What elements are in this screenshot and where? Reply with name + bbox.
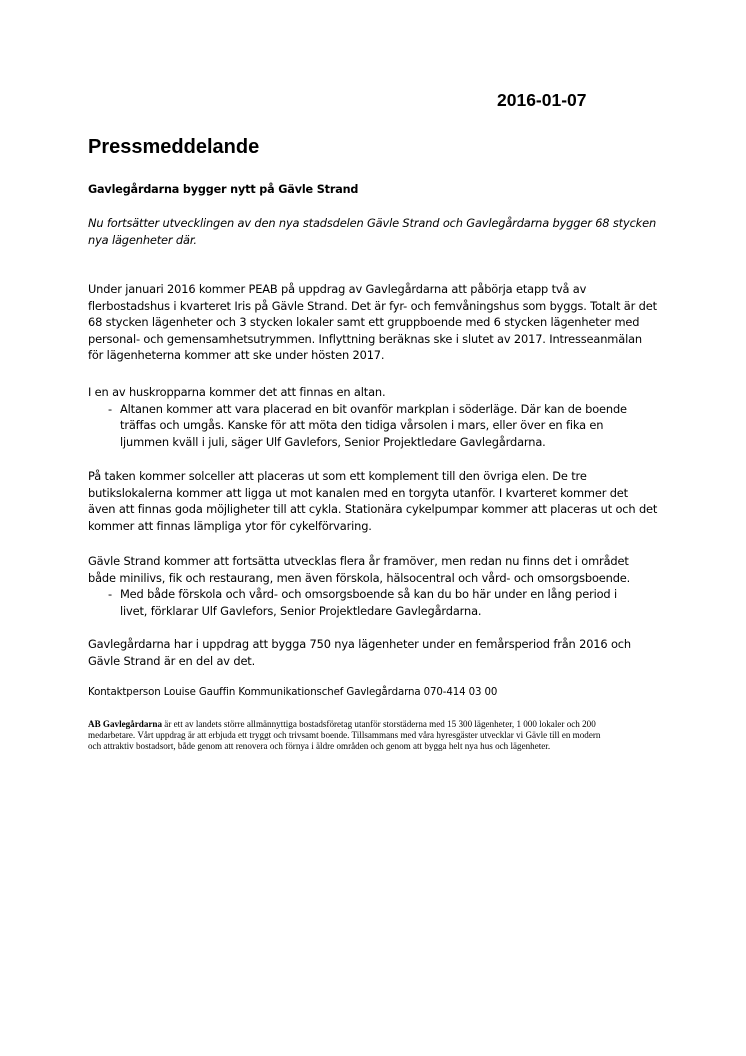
bullet-line: träffas och umgås. Kanske för att möta den tidiga vårsolen i mars, eller över en fika en — [120, 418, 604, 432]
ingress-line: Nu fortsätter utvecklingen av den nya stadsdelen Gävle Strand och Gavlegårdarna bygger 68 stycken — [88, 216, 657, 230]
bullet-dash: - — [108, 401, 112, 416]
quote-bullet — [88, 401, 663, 451]
paragraph-line: Under januari 2016 kommer PEAB på uppdrag av Gavlegårdarna att påbörja etapp två av — [88, 282, 587, 296]
page-title: Pressmeddelande — [88, 136, 260, 158]
paragraph-line: Gävle Strand är en del av det. — [88, 653, 256, 668]
paragraph-project — [88, 281, 663, 364]
paragraph-line: även att finnas goda möjligheter till att cykla. Stationära cykelpumpar kommer att placeras ut och det — [88, 502, 658, 516]
paragraph-line: kommer att finnas lämpliga ytor för cykelförvaring. — [88, 518, 372, 533]
paragraph-solar — [88, 468, 663, 534]
paragraph-altan — [88, 384, 663, 450]
paragraph-line: 68 stycken lägenheter och 3 stycken lokaler samt ett gruppboende med 6 stycken lägenheter med — [88, 315, 640, 329]
paragraph-line: På taken kommer solceller att placeras ut som ett komplement till den övriga elen. De tre — [88, 469, 587, 483]
paragraph-line: för lägenheterna kommer att ske under hösten 2017. — [88, 348, 385, 362]
paragraph-area — [88, 553, 663, 619]
paragraph-mission — [88, 636, 663, 669]
ingress — [88, 215, 663, 248]
bullet-dash: - — [108, 587, 112, 601]
bullet-line: livet, förklarar Ulf Gavlefors, Senior Projektledare Gavlegårdarna. — [120, 603, 482, 618]
release-date: 2016-01-07 — [497, 90, 587, 110]
paragraph-line: både minilivs, fik och restaurang, men även förskola, hälsocentral och vård- och omsorgsboende. — [88, 570, 631, 585]
paragraph-line: Gävle Strand kommer att fortsätta utvecklas flera år framöver, men redan nu finns det i området — [88, 554, 629, 568]
footer-line: och attraktiv bostadsort, både genom att renovera och förnya i äldre områden och genom att bygga helt nya hus och lägenheter. — [88, 741, 551, 751]
paragraph-line: Gavlegårdarna har i uppdrag att bygga 750 nya lägenheter under en femårsperiod från 2016 och — [88, 637, 631, 651]
paragraph-line: I en av huskropparna kommer det att finnas en altan. — [88, 385, 386, 399]
ingress-line: nya lägenheter där. — [88, 232, 197, 247]
paragraph-line: flerbostadshus i kvarteret Iris på Gävle Strand. Det är fyr- och femvåningshus som byggs. Totalt är det — [88, 298, 657, 313]
bullet-line: Med både förskola och vård- och omsorgsboende så kan du bo här under en lång period i — [120, 587, 617, 601]
company-name: AB Gavlegårdarna — [88, 719, 163, 729]
quote-bullet — [88, 586, 663, 619]
paragraph-line: personal- och gemensamhetsutrymmen. Inflyttning beräknas ske i slutet av 2017. Intresseanmälan — [88, 331, 642, 346]
footer-line: medarbetare. Vårt uppdrag är att erbjuda ett tryggt och trivsamt boende. Tillsammans med våra hyresgäster utvecklar vi Gävle till en modern — [88, 730, 601, 740]
subheading: Gavlegårdarna bygger nytt på Gävle Strand — [88, 183, 359, 196]
footer-text: är ett av landets större allmännyttiga bostadsföretag utanför storstäderna med 15 300 lägenheter, 1 000 lokaler och 200 — [162, 719, 596, 729]
paragraph-line: butikslokalerna kommer att ligga ut mot kanalen med en torgyta utanför. I kvarteret kommer det — [88, 485, 628, 500]
bullet-line: ljummen kväll i juli, säger Ulf Gavlefors, Senior Projektledare Gavlegårdarna. — [120, 434, 546, 449]
contact-line: Kontaktperson Louise Gauffin Kommunikationschef Gavlegårdarna 070-414 03 00 — [88, 687, 498, 698]
bullet-line: Altanen kommer att vara placerad en bit ovanför markplan i söderläge. Där kan de boende — [120, 401, 627, 416]
company-footer — [88, 719, 668, 752]
